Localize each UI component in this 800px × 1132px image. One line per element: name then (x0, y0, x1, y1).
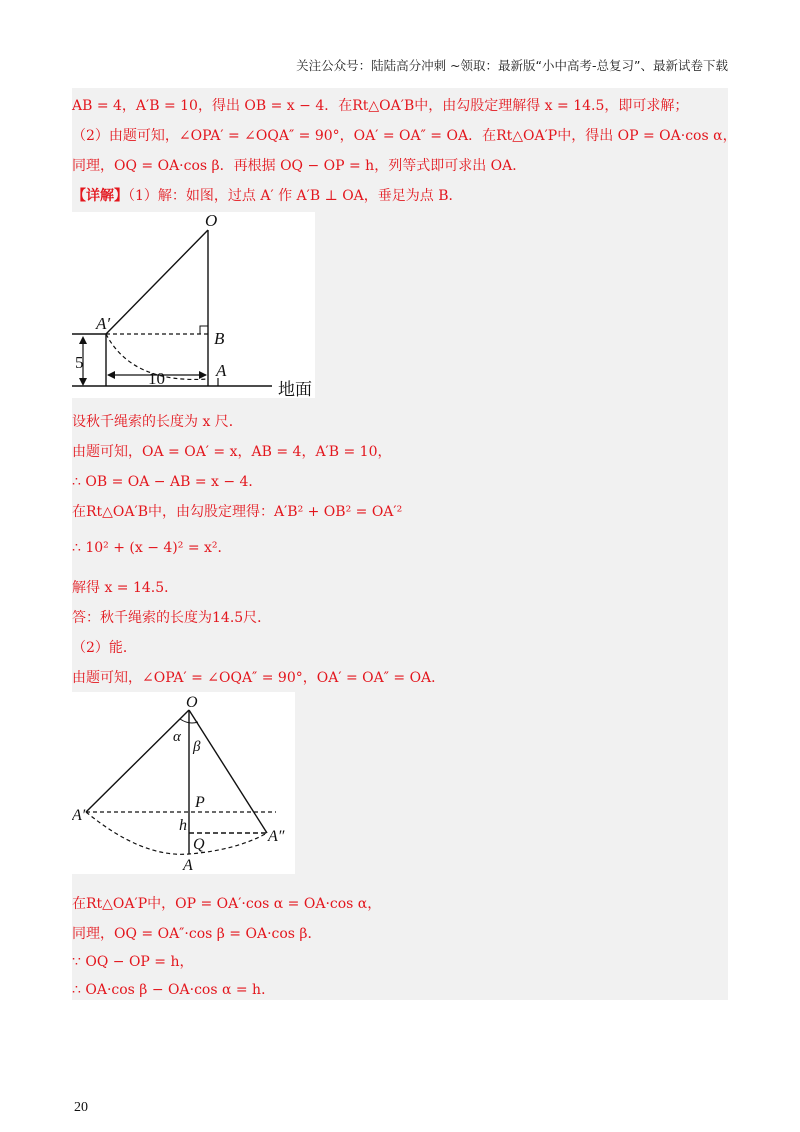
figure2-svg (72, 692, 295, 874)
analysis-line-2: （2）由题可知，∠OPA′ = ∠OQA″ = 90°，OA′ = OA″ = OA．在Rt△OA′P中，得出 OP = OA·cos α， (72, 128, 737, 144)
solution-line-10: 解得 x = 14.5． (72, 580, 179, 596)
analysis-line-3: 同理，OQ = OA·cos β．再根据 OQ − OP = h，列等式即可求出 OA． (72, 158, 527, 174)
solution-content (72, 88, 737, 1000)
solution-line-5: 设秋千绳索的长度为 x 尺． (72, 414, 243, 430)
solution-line-16: ∵ OQ − OP = h， (72, 954, 194, 970)
detail-text: （1）解：如图，过点 A′ 作 A′B ⊥ OA，垂足为点 B． (128, 188, 463, 204)
label-O: O (205, 212, 218, 230)
solution-line-12: （2）能． (72, 640, 137, 656)
label2-O: O (186, 694, 198, 711)
solution-line-11: 答：秋千绳索的长度为14.5尺． (72, 610, 272, 626)
ground-label: 地面 (278, 380, 312, 400)
label2-h: h (179, 817, 187, 834)
solution-line-17: ∴ OA·cos β − OA·cos α = h． (72, 982, 276, 998)
label2-Q: Q (193, 836, 205, 853)
page-header: 关注公众号：陆陆高分冲刺 ~领取：最新版“小中高考-总复习”、最新试卷下载 (296, 58, 728, 73)
detail-line (72, 186, 728, 206)
label2-A: A (183, 857, 193, 874)
solution-line-8: 在Rt△OA′B中，由勾股定理得：A′B² + OB² = OA′² (72, 504, 403, 520)
solution-line-9: ∴ 10² + (x − 4)² = x²． (72, 540, 232, 556)
detail-tag: 【详解】 (72, 188, 128, 204)
analysis-line-1: AB = 4，A′B = 10，得出 OB = x − 4．在Rt△OA′B中，由勾股定理解得 x = 14.5，即可求解； (72, 98, 689, 114)
label2-alpha: α (173, 729, 181, 745)
label-A: A (216, 361, 227, 380)
label2-beta: β (193, 739, 201, 755)
label2-A-double-prime: A″ (268, 828, 285, 845)
solution-line-7: ∴ OB = OA − AB = x − 4． (72, 474, 263, 490)
label2-P: P (195, 794, 205, 811)
label-ten: 10 (148, 369, 165, 388)
solution-line-14: 在Rt△OA′P中，OP = OA′·cos α = OA·cos α， (72, 896, 382, 912)
solution-line-6 (72, 442, 728, 462)
solution-line-15: 同理，OQ = OA″·cos β = OA·cos β． (72, 926, 322, 942)
figure1-svg (72, 212, 315, 398)
label-B: B (214, 329, 225, 348)
page-number: 20 (74, 1100, 88, 1115)
label2-A-prime: A′ (72, 807, 86, 824)
solution-line-6-text: 由题可知，OA = OA′ = x，AB = 4，A′B = 10， (72, 444, 392, 460)
label-A-prime: A′ (96, 314, 111, 333)
solution-line-13: 由题可知，∠OPA′ = ∠OQA″ = 90°，OA′ = OA″ = OA． (72, 670, 446, 686)
figure-swing-diagram-2 (72, 692, 295, 874)
figure-swing-diagram-1 (72, 212, 315, 398)
label-five: 5 (75, 353, 84, 372)
